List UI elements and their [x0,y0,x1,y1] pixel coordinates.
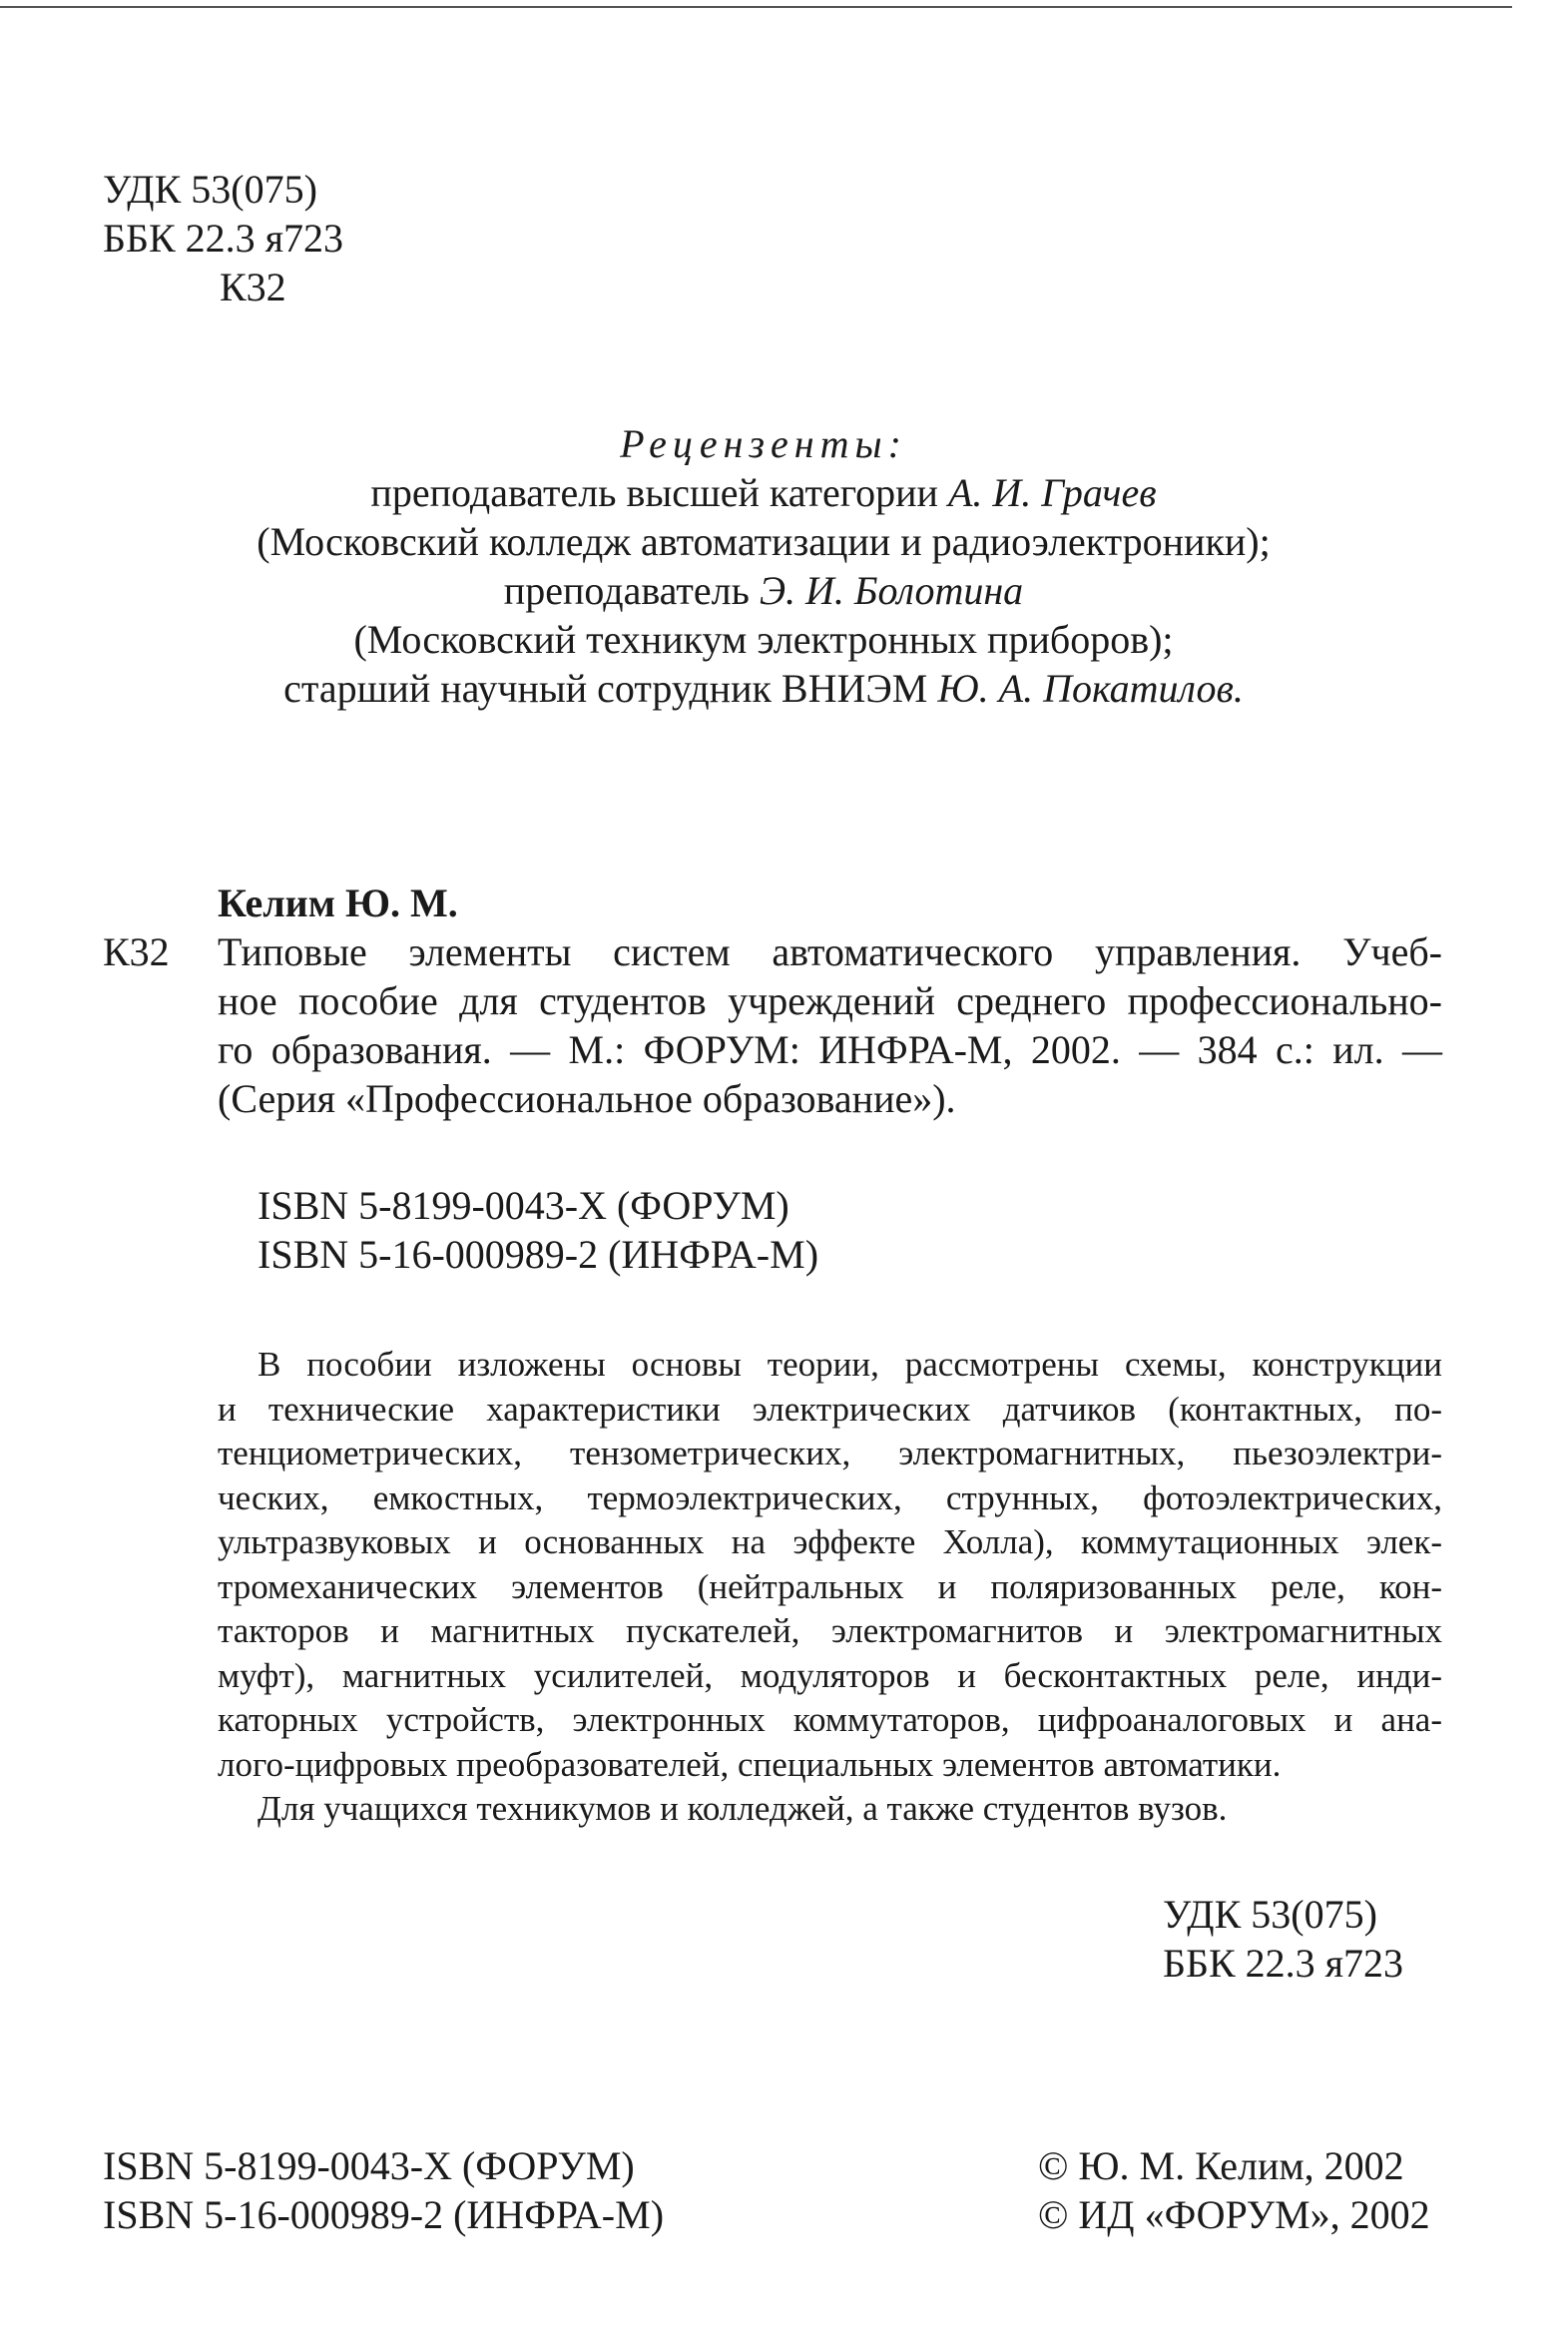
audience-note: Для учащихся техникумов и колледжей, а также студентов вузов. [258,1789,1228,1828]
book-author: Келим Ю. М. [218,880,458,925]
reviewer-line: преподаватель высшей категории А. И. Грачев [370,470,1157,515]
reviewer-line: преподаватель Э. И. Болотина [503,568,1024,613]
reviewers-heading: Рецензенты: [620,421,907,466]
bibliographic-mark: К32 [103,929,170,974]
isbn-forum: ISBN 5-8199-0043-X (ФОРУМ) [103,2143,635,2188]
reviewer-line: старший научный сотрудник ВНИЭМ Ю. А. Покатилов. [283,666,1244,711]
copyright-publisher: © ИД «ФОРУМ», 2002 [1038,2192,1430,2237]
bbk-code: ББК 22.3 я723 [103,216,344,261]
copyright-author: © Ю. М. Келим, 2002 [1038,2143,1404,2188]
udk-code: УДК 53(075) [103,167,317,212]
author-mark: К32 [220,265,286,309]
abstract: В пособии изложены основы теории, рассмотрены схемы, конструкции и технические характеристики электрических датчиков (контактных, по- тенциометрических, тензометрических, электромагнитных, пьезоэлектри- ческих, емкостных, термоэлектрических, струнных, фотоэлектрических, ультразвуковых и основанных на эффекте Холла), коммутационных элек- тромеханических элементов (нейтральных и поляризованных реле, кон- такторов и магнитных пускателей, электромагнитов и электромагнитных муфт), магнитных усилителей, модуляторов и бесконтактных реле, инди- каторных устройств, электронных коммутаторов, цифроаналоговых и ана- лого-цифровых преобразователей, специальных элементов автоматики. Для учащихся техникумов и колледжей, а также студентов вузов. [218,1343,1442,1832]
isbn-block [258,1181,818,1279]
bbk-code: ББК 22.3 я723 [1163,1941,1404,1986]
udk-code: УДК 53(075) [1163,1892,1377,1937]
reviewer-line: (Московский техникум электронных приборов); [353,617,1174,662]
footer-copyright [1038,2141,1430,2239]
bottom-classification [1163,1890,1403,1988]
book-description: Типовые элементы систем автоматического управления. Учеб- ное пособие для студентов учреждений среднего профессионально- го образования. — М.: ФОРУМ: ИНФРА-М, 2002. — 384 с.: ил. — (Серия «Профессиональное образование»). [218,929,1442,1121]
reviewer-line: (Московский колледж автоматизации и радиоэлектроники); [257,519,1271,564]
top-classification [103,165,343,311]
footer-isbn [103,2141,664,2239]
isbn-forum: ISBN 5-8199-0043-X (ФОРУМ) [258,1183,789,1228]
isbn-infra: ISBN 5-16-000989-2 (ИНФРА-М) [258,1232,819,1277]
isbn-infra: ISBN 5-16-000989-2 (ИНФРА-М) [103,2192,665,2237]
top-border-line [0,6,1512,8]
reviewers-block [185,419,1342,713]
